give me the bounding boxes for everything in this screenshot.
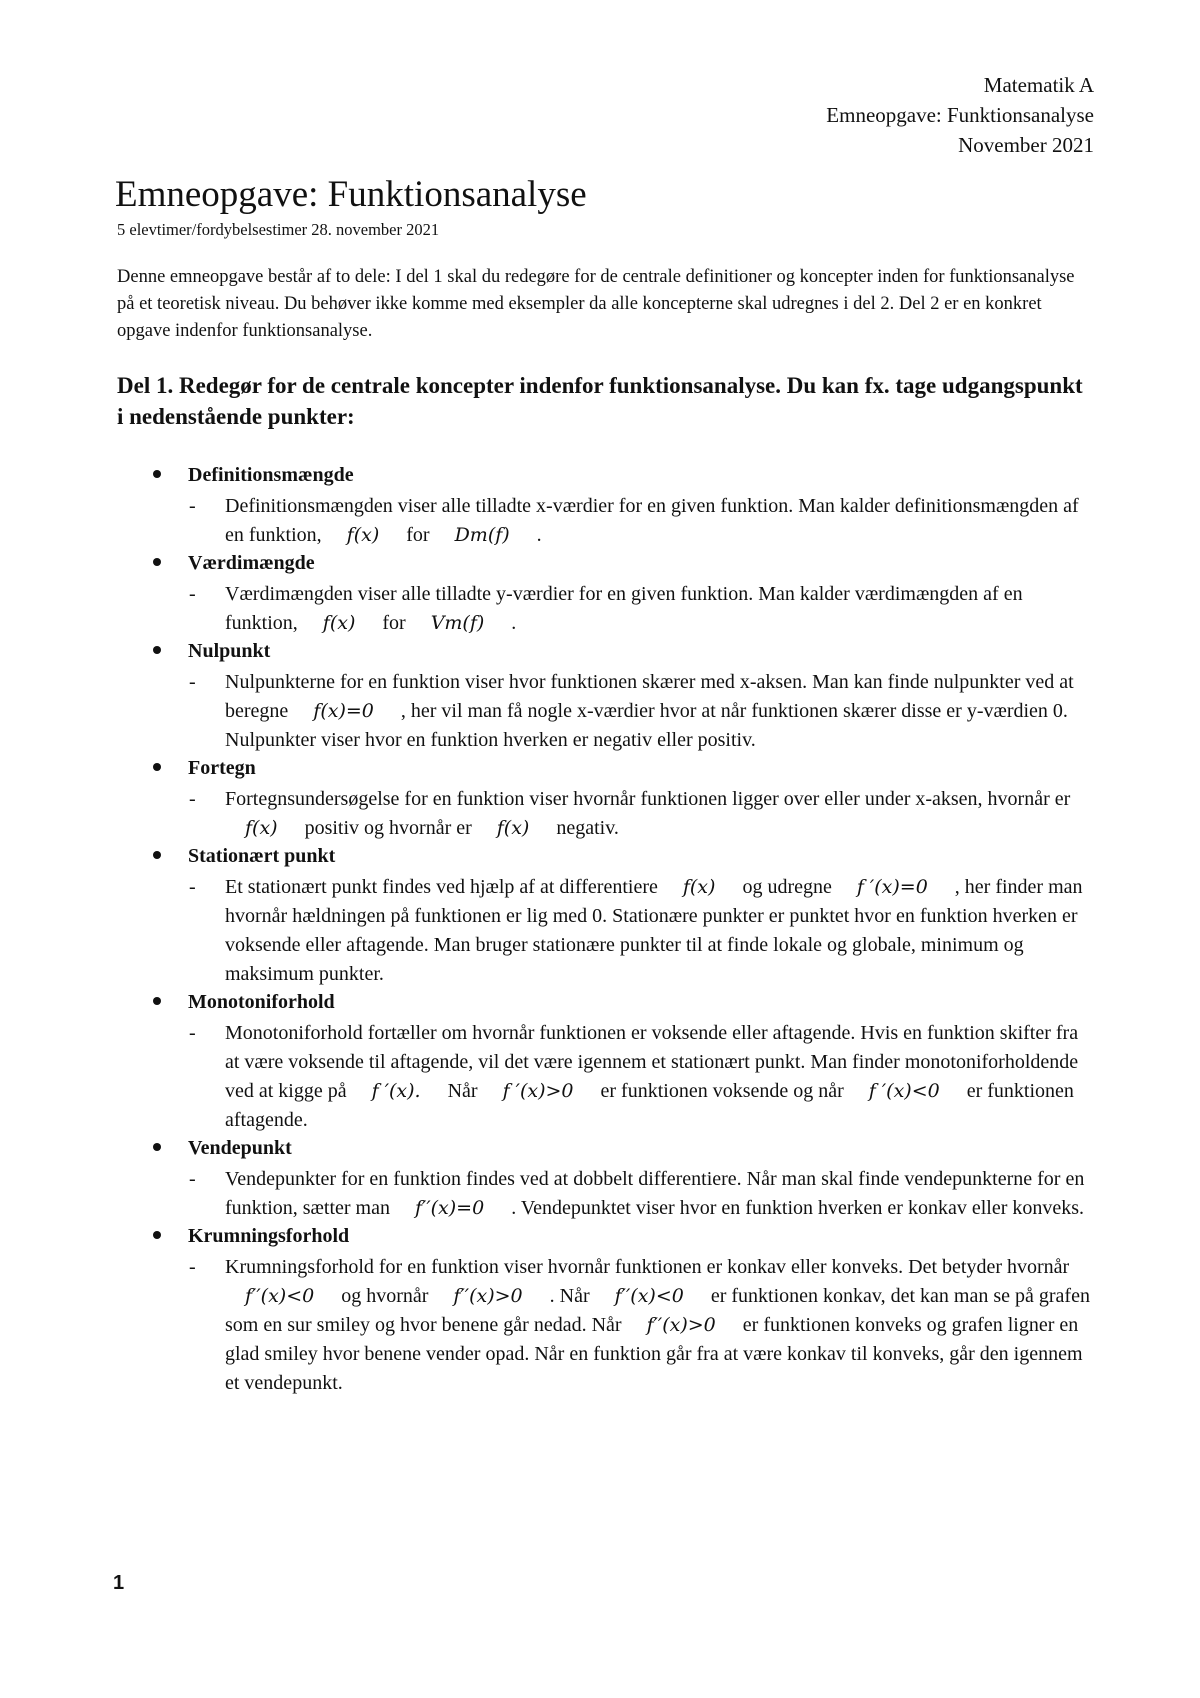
dash-marker: - xyxy=(189,876,196,898)
dash-marker: - xyxy=(189,1256,196,1278)
dash-marker: - xyxy=(189,671,196,693)
topic-list xyxy=(0,462,1200,1398)
dash-marker: - xyxy=(189,1168,196,1190)
page-header xyxy=(494,70,1094,160)
document-subtitle: 5 elevtimer/fordybelsestimer 28. november 2021 xyxy=(117,220,440,239)
math-expression: f ′(x)=0 xyxy=(856,876,928,898)
math-expression: f ′(x). xyxy=(371,1080,421,1102)
math-expression: f′′(x)<0 xyxy=(245,1285,315,1307)
dash-marker: - xyxy=(189,1022,196,1044)
topic-description: - Nulpunkterne for en funktion viser hvor funktionen skærer med x-aksen. Man kan finde nulpunkter ved at beregne f(x)=0 , her vil man få nogle x-værdier hvor at når funktionen skærer disse er y-værdien 0. Nulpunkter viser hvor en funktion hverken er negativ eller positiv. xyxy=(0,668,1090,755)
math-expression: f ′(x)>0 xyxy=(502,1080,574,1102)
topic-item xyxy=(0,638,1200,755)
math-expression: f′′(x)<0 xyxy=(614,1285,684,1307)
dash-marker: - xyxy=(189,495,196,517)
topic-item xyxy=(0,843,1200,989)
math-expression: Vm(f) xyxy=(430,612,485,634)
math-expression: f(x) xyxy=(682,876,716,898)
topic-item xyxy=(0,989,1200,1135)
topic-description: - Et stationært punkt findes ved hjælp af at differentiere f(x) og udregne f ′(x)=0 , her finder man hvornår hældningen på funktionen er lig med 0. Stationære punkter er punktet hvor en funktion hverken er voksende eller aftagende. Man bruger stationære punkter til at finde lokale og globale, minimum og maksimum punkter. xyxy=(0,873,1090,989)
dash-marker: - xyxy=(189,788,196,810)
topic-title: Definitionsmængde xyxy=(0,462,1200,492)
topic-title: Nulpunkt xyxy=(0,638,1200,668)
bullet-icon xyxy=(153,1231,161,1239)
math-expression: f′′(x)=0 xyxy=(414,1197,485,1219)
math-expression: f′′(x)>0 xyxy=(646,1314,716,1336)
topic-title: Fortegn xyxy=(0,755,1200,785)
header-subject: Matematik A xyxy=(983,73,1094,97)
math-expression: Dm(f) xyxy=(454,524,510,546)
document-title: Emneopgave: Funktionsanalyse xyxy=(115,174,587,215)
bullet-icon xyxy=(153,470,161,478)
bullet-icon xyxy=(153,851,161,859)
bullet-icon xyxy=(153,997,161,1005)
math-expression: f′′(x)>0 xyxy=(453,1285,523,1307)
topic-title: Værdimængde xyxy=(0,550,1200,580)
math-expression: f(x) xyxy=(245,817,278,839)
topic-item xyxy=(0,755,1200,843)
math-expression: f(x) xyxy=(346,524,380,546)
math-expression: f(x) xyxy=(496,817,530,839)
topic-title: Krumningsforhold xyxy=(0,1223,1200,1253)
topic-description: - Fortegnsundersøgelse for en funktion viser hvornår funktionen ligger over eller under x-aksen, hvornår er f(x) positiv og hvornår er f(x) negativ. xyxy=(0,785,1090,843)
topic-item xyxy=(0,1135,1200,1223)
topic-title: Stationært punkt xyxy=(0,843,1200,873)
header-date: November 2021 xyxy=(958,133,1094,157)
bullet-icon xyxy=(153,1143,161,1151)
topic-item xyxy=(0,1223,1200,1398)
topic-description: - Definitionsmængden viser alle tilladte x-værdier for en given funktion. Man kalder definitionsmængden af en funktion, f(x) for Dm(f) . xyxy=(0,492,1090,550)
header-assignment: Emneopgave: Funktionsanalyse xyxy=(826,103,1094,127)
dash-marker: - xyxy=(189,583,196,605)
topic-item xyxy=(0,462,1200,550)
math-expression: f(x)=0 xyxy=(313,700,374,722)
bullet-icon xyxy=(153,763,161,771)
math-expression: f ′(x)<0 xyxy=(868,1080,940,1102)
topic-title: Vendepunkt xyxy=(0,1135,1200,1165)
topic-description: - Krumningsforhold for en funktion viser hvornår funktionen er konkav eller konveks. Det betyder hvornår f′′(x)<0 og hvornår f′′(x)>0 . Når f′′(x)<0 er funktionen konkav, det kan man se på grafen som en sur smiley og hvor benene går nedad. Når f′′(x)>0 er funktionen konveks og grafen ligner en glad smiley hvor benene vender opad. Når en funktion går fra at være konkav til konveks, går den igennem et vendepunkt. xyxy=(0,1253,1090,1398)
topic-description: - Vendepunkter for en funktion findes ved at dobbelt differentiere. Når man skal finde vendepunkterne for en funktion, sætter man f′′(x)=0 . Vendepunktet viser hvor en funktion hverken er konkav eller konveks. xyxy=(0,1165,1090,1223)
section-heading-del1: Del 1. Redegør for de centrale koncepter indenfor funktionsanalyse. Du kan fx. tage udgangspunkt i nedenstående punkter: xyxy=(117,373,1083,429)
page-number: 1 xyxy=(113,1572,125,1594)
intro-paragraph: Denne emneopgave består af to dele: I del 1 skal du redegøre for de centrale definitioner og koncepter inden for funktionsanalyse på et teoretisk niveau. Du behøver ikke komme med eksempler da alle koncepterne skal udregnes i del 2. Del 2 er en konkret opgave indenfor funktionsanalyse. xyxy=(117,267,1075,341)
topic-description: - Monotoniforhold fortæller om hvornår funktionen er voksende eller aftagende. Hvis en funktion skifter fra at være voksende til aftagende, vil det være igennem et stationært punkt. Man finder monotoniforholdende ved at kigge på f ′(x). Når f ′(x)>0 er funktionen voksende og når f ′(x)<0 er funktionen aftagende. xyxy=(0,1019,1090,1135)
math-expression: f(x) xyxy=(322,612,356,634)
topic-title: Monotoniforhold xyxy=(0,989,1200,1019)
topic-item xyxy=(0,550,1200,638)
bullet-icon xyxy=(153,558,161,566)
bullet-icon xyxy=(153,646,161,654)
topic-description: - Værdimængden viser alle tilladte y-værdier for en given funktion. Man kalder værdimængden af en funktion, f(x) for Vm(f) . xyxy=(0,580,1090,638)
